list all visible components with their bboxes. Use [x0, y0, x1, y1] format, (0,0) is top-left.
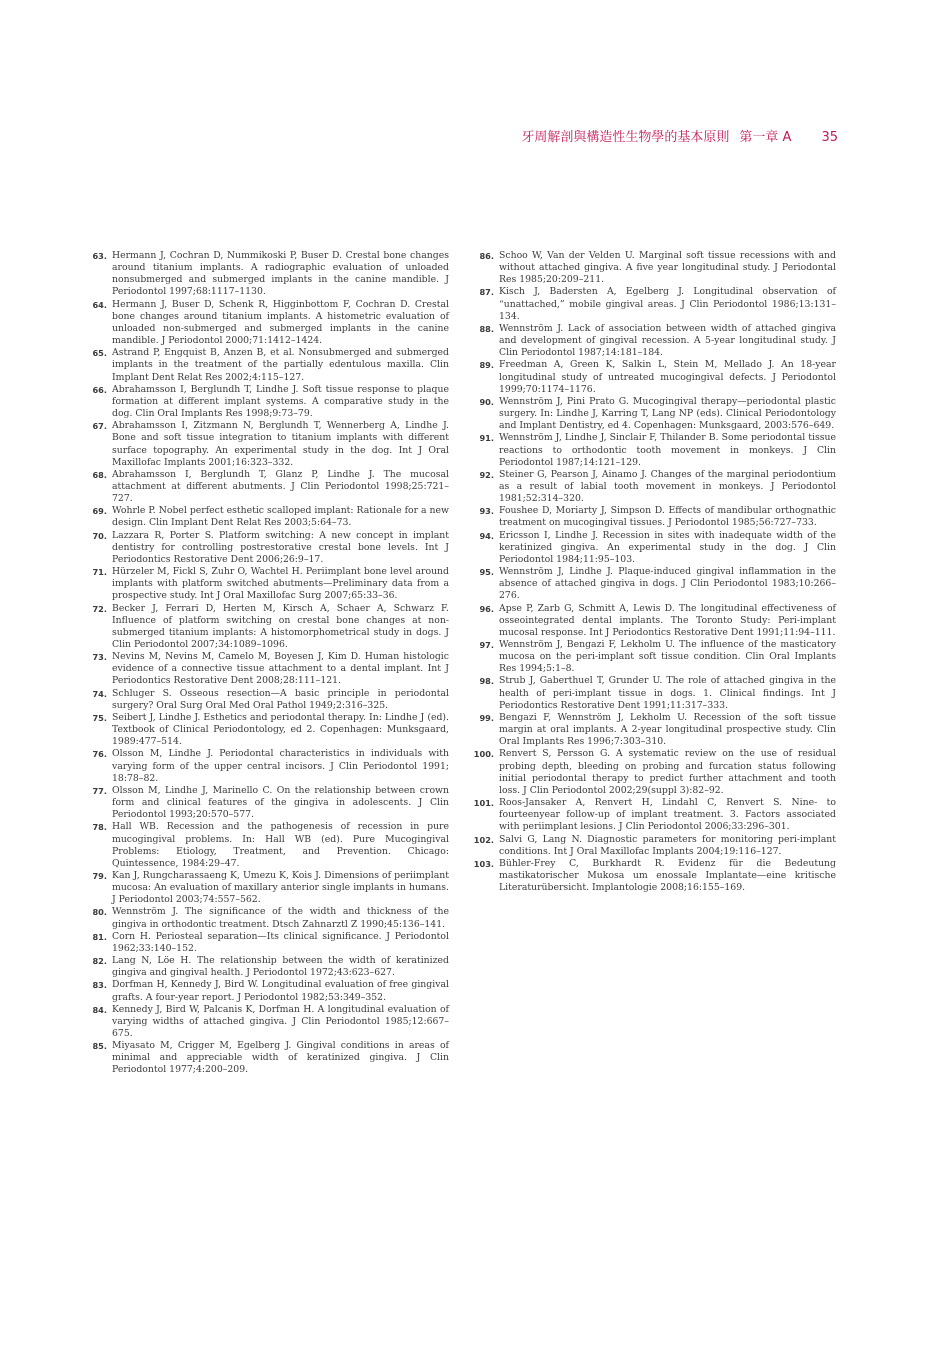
reference-text: Abrahamsson I, Berglundh T, Glanz P, Lindhe J. The mucosal attachment at different abutments. J Clin Periodontol 1998;25:721–727.: [112, 468, 449, 505]
reference-number: 92.: [479, 469, 494, 480]
reference-item: [83, 870, 449, 906]
reference-item: [470, 603, 836, 639]
reference-number: 91.: [479, 433, 494, 444]
reference-item: [83, 1004, 449, 1040]
reference-number: 67.: [92, 421, 107, 432]
reference-text: Olsson M, Lindhe J. Periodontal characteristics in individuals with varying form of the upper central incisors. J Clin Periodontol 1991; 18:78–82.: [112, 748, 449, 784]
reference-number: 84.: [92, 1004, 107, 1015]
reference-number: 93.: [479, 506, 494, 517]
reference-number: 66.: [92, 384, 107, 395]
reference-item: [83, 505, 449, 529]
reference-text: Schoo W, Van der Velden U. Marginal soft tissue recessions with and without attached gingiva. A five year longitudinal study. J Periodontal Res 1985;20:209–211.: [499, 250, 836, 286]
reference-item: [83, 566, 449, 602]
reference-text: Lang N, Löe H. The relationship between the width of keratinized gingiva and gingival health. J Periodontol 1972;43:623–627.: [112, 955, 449, 979]
reference-number: 89.: [479, 360, 494, 371]
reference-item: [470, 712, 836, 748]
reference-number: 69.: [92, 506, 107, 517]
chapter-label: 第一章 A: [739, 130, 792, 145]
reference-number: 94.: [479, 530, 494, 541]
reference-text: Bengazi F, Wennström J, Lekholm U. Recession of the soft tissue margin at oral implants. A 2-year longitudinal prospective study. Clin Oral Implants Res 1996;7:303–310.: [499, 711, 836, 748]
chapter-title: 牙周解剖與構造性生物學的基本原則: [521, 130, 730, 145]
reference-number: 80.: [92, 907, 107, 918]
reference-number: 73.: [92, 652, 107, 663]
reference-number: 78.: [92, 822, 107, 833]
reference-text: Wennström J, Pini Prato G. Mucogingival therapy—periodontal plastic surgery. In: Lindhe J, Karring T, Lang NP (eds). Clinical Periodontology and Implant Dentistry, ed 4. Copenhagen: Munksgaard, 2003:576–649.: [499, 395, 836, 432]
reference-text: Roos-Jansaker A, Renvert H, Lindahl C, Renvert S. Nine- to fourteenyear follow-up of implant treatment. 3. Factors associated with periimplant lesions. J Clin Periodontol 2006;33:296–301.: [499, 797, 836, 833]
reference-text: Wennström J. Lack of association between width of attached gingiva and development of gingival recession. A 5-year longitudinal study. J Clin Periodontol 1987;14:181–184.: [499, 322, 836, 359]
reference-text: Wennström J, Lindhe J, Sinclair F, Thilander B. Some periodontal tissue reactions to orthodontic tooth movement in monkeys. J Clin Periodontol 1987;14:121–129.: [499, 432, 836, 468]
reference-item: [83, 469, 449, 505]
reference-text: Schluger S. Osseous resection—A basic principle in periodontal surgery? Oral Surg Oral Med Oral Pathol 1949;2:316–325.: [112, 687, 449, 711]
reference-item: [470, 530, 836, 566]
reference-number: 97.: [479, 640, 494, 650]
reference-item: [470, 858, 836, 894]
reference-number: 74.: [92, 688, 107, 699]
reference-text: Salvi G, Lang N. Diagnostic parameters for monitoring peri-implant conditions. Int J Oral Maxillofac Implants 2004;19:116–127.: [499, 833, 836, 857]
reference-number: 102.: [473, 834, 494, 845]
reference-item: [470, 359, 836, 395]
reference-item: [83, 603, 449, 652]
reference-text: Steiner G, Pearson J, Ainamo J. Changes of the marginal periodontium as a result of labial tooth movement in monkeys. J Periodontol 1981;52:314–320.: [499, 468, 836, 505]
reference-text: Foushee D, Moriarty J, Simpson D. Effects of mandibular orthognathic treatment on mucogingival tissues. J Periodontol 1985;56:727–733.: [499, 505, 836, 529]
reference-number: 76.: [92, 749, 107, 760]
reference-text: Corn H. Periosteal separation—Its clinical significance. J Periodontol 1962;33:140–152.: [112, 930, 449, 954]
reference-number: 101.: [473, 798, 494, 809]
reference-item: [470, 432, 836, 468]
reference-number: 63.: [92, 251, 107, 261]
reference-text: Seibert J, Lindhe J. Esthetics and periodontal therapy. In: Lindhe J (ed). Textbook of Clinical Periodontology, ed 2. Copenhagen: Munksgaard, 1989:477–514.: [112, 711, 449, 748]
reference-text: Ericsson I, Lindhe J. Recession in sites with inadequate width of the keratinized gingiva. An experimental study in the dog. J Clin Periodontol 1984;11:95–103.: [499, 529, 836, 565]
reference-text: Nevins M, Nevins M, Camelo M, Boyesen J, Kim D. Human histologic evidence of a connective tissue attachment to a dental implant. Int J Periodontics Restorative Dent 2008;28:111–121.: [112, 651, 449, 687]
reference-text: Wennström J, Bengazi F, Lekholm U. The influence of the masticatory mucosa on the peri-implant soft tissue condition. Clin Oral Implants Res 1994;5:1–8.: [499, 639, 836, 675]
reference-item: [470, 639, 836, 675]
reference-number: 65.: [92, 348, 107, 359]
reference-item: [83, 955, 449, 979]
reference-number: 88.: [479, 323, 494, 334]
reference-text: Apse P, Zarb G, Schmitt A, Lewis D. The longitudinal effectiveness of osseointegrated dental implants. The Toronto Study: Peri-implant mucosal response. Int J Periodontics Restorative Dent 1991;11:94–111.: [499, 602, 836, 638]
reference-text: Kan J, Rungcharassaeng K, Umezu K, Kois J. Dimensions of periimplant mucosa: An evaluation of maxillary anterior single implants in humans. J Periodontol 2003;74:557–562.: [112, 869, 449, 906]
reference-item: [83, 347, 449, 383]
reference-text: Olsson M, Lindhe J, Marinello C. On the relationship between crown form and clinical features of the gingiva in adolescents. J Clin Periodontol 1993;20:570–577.: [112, 784, 449, 821]
reference-text: Wennström J. The significance of the width and thickness of the gingiva in orthodontic treatment. Dtsch Zahnarztl Z 1990;45:136–141.: [112, 906, 449, 930]
reference-number: 64.: [92, 299, 107, 310]
reference-item: [83, 420, 449, 469]
reference-item: [83, 688, 449, 712]
reference-text: Hermann J, Cochran D, Nummikoski P, Buser D. Crestal bone changes around titanium implants. A radiographic evaluation of unloaded nonsubmerged and submerged implants in the canine mandible. J Periodontol 1997;68:1117–1130.: [112, 250, 449, 298]
reference-text: Astrand P, Engquist B, Anzen B, et al. Nonsubmerged and submerged implants in the treatment of the partially edentulous maxilla. Clin Implant Dent Relat Res 2002;4:115–127.: [112, 347, 449, 383]
reference-text: Bühler-Frey C, Burkhardt R. Evidenz für die Bedeutung mastikatorischer Mukosa um enossale Implantate—eine kritische Literaturübersicht. Implantologie 2008;16:155–169.: [499, 857, 836, 894]
reference-item: [83, 931, 449, 955]
reference-item: [83, 384, 449, 420]
reference-item: [83, 906, 449, 930]
reference-item: [83, 299, 449, 348]
reference-text: Wohrle P. Nobel perfect esthetic scalloped implant: Rationale for a new design. Clin Implant Dent Relat Res 2003;5:64–73.: [112, 505, 449, 529]
reference-number: 75.: [92, 712, 107, 723]
reference-item: [83, 785, 449, 821]
reference-item: [83, 821, 449, 870]
reference-item: [83, 250, 449, 299]
reference-number: 72.: [92, 603, 107, 614]
reference-text: Hermann J, Buser D, Schenk R, Higginbottom F, Cochran D. Crestal bone changes around titanium implants. A histometric evaluation of unloaded non-submerged and submerged implants in the canine mandible. J Periodontol 2000;71:1412–1424.: [112, 298, 449, 347]
reference-number: 96.: [479, 603, 494, 614]
reference-item: [83, 979, 449, 1003]
reference-item: [83, 1040, 449, 1076]
reference-column-right: [470, 250, 836, 894]
reference-number: 68.: [92, 469, 107, 480]
reference-number: 103.: [473, 858, 494, 869]
reference-number: 99.: [479, 712, 494, 723]
page-number: 35: [821, 130, 838, 145]
reference-text: Strub J, Gaberthuel T, Grunder U. The role of attached gingiva in the health of peri-implant tissue in dogs. 1. Clinical findings. Int J Periodontics Restorative Dent 1991;11:317–333.: [499, 675, 836, 711]
reference-number: 95.: [479, 567, 494, 578]
reference-item: [470, 323, 836, 359]
reference-item: [83, 651, 449, 687]
running-header: [521, 126, 838, 145]
reference-item: [470, 834, 836, 858]
reference-number: 87.: [479, 287, 494, 298]
reference-text: Dorfman H, Kennedy J, Bird W. Longitudinal evaluation of free gingival grafts. A four-year report. J Periodontol 1982;53:349–352.: [112, 979, 449, 1003]
reference-text: Hürzeler M, Fickl S, Zuhr O, Wachtel H. Periimplant bone level around implants with platform switched abutments—Preliminary data from a prospective study. Int J Oral Maxillofac Surg 2007;65:33–36.: [112, 566, 449, 602]
reference-text: Wennström J, Lindhe J. Plaque-induced gingival inflammation in the absence of attached gingiva in dogs. J Clin Periodontol 1983;10:266–276.: [499, 566, 836, 602]
reference-number: 85.: [92, 1041, 107, 1052]
reference-column-left: [83, 250, 449, 1077]
reference-item: [470, 675, 836, 711]
reference-item: [470, 469, 836, 505]
reference-item: [83, 530, 449, 566]
reference-number: 86.: [479, 251, 494, 261]
reference-number: 71.: [92, 567, 107, 578]
reference-number: 82.: [92, 956, 107, 967]
reference-text: Kisch J, Badersten A, Egelberg J. Longitudinal observation of “unattached,” mobile gingival areas. J Clin Periodontol 1986;13:131–134.: [499, 286, 836, 322]
reference-number: 79.: [92, 870, 107, 881]
reference-number: 90.: [479, 396, 494, 407]
reference-text: Miyasato M, Crigger M, Egelberg J. Gingival conditions in areas of minimal and appreciable width of keratinized gingiva. J Clin Periodontol 1977;4:200–209.: [112, 1040, 449, 1076]
reference-text: Hall WB. Recession and the pathogenesis of recession in pure mucogingival problems. In: Hall WB (ed). Pure Mucogingival Problems: Etiology, Treatment, and Prevention. Chicago: Quintessence, 1984:29–47.: [112, 821, 449, 869]
reference-number: 98.: [479, 676, 494, 687]
reference-text: Kennedy J, Bird W, Palcanis K, Dorfman H. A longitudinal evaluation of varying widths of attached gingiva. J Clin Periodontol 1985;12:667–675.: [112, 1003, 449, 1039]
reference-item: [470, 286, 836, 322]
reference-item: [470, 566, 836, 602]
reference-item: [470, 250, 836, 286]
reference-item: [470, 797, 836, 833]
reference-text: Abrahamsson I, Zitzmann N, Berglundh T, Wennerberg A, Lindhe J. Bone and soft tissue integration to titanium implants with different surface topography. An experimental study in the dog. Int J Oral Maxillofac Implants 2001;16:323–332.: [112, 420, 449, 468]
reference-item: [83, 748, 449, 784]
reference-item: [470, 396, 836, 432]
reference-text: Lazzara R, Porter S. Platform switching: A new concept in implant dentistry for controlling postrestorative crestal bone levels. Int J Periodontics Restorative Dent 2006;26:9–17.: [112, 529, 449, 565]
reference-item: [83, 712, 449, 748]
reference-number: 77.: [92, 785, 107, 796]
reference-text: Abrahamsson I, Berglundh T, Lindhe J. Soft tissue response to plaque formation at different implant systems. A comparative study in the dog. Clin Oral Implants Res 1998;9:73–79.: [112, 383, 449, 420]
reference-item: [470, 748, 836, 797]
reference-item: [470, 505, 836, 529]
reference-text: Freedman A, Green K, Salkin L, Stein M, Mellado J. An 18-year longitudinal study of untreated mucogingival defects. J Periodontol 1999;70:1174–1176.: [499, 359, 836, 395]
reference-number: 83.: [92, 980, 107, 991]
reference-number: 81.: [92, 931, 107, 942]
reference-number: 100.: [473, 749, 494, 760]
reference-number: 70.: [92, 530, 107, 541]
reference-text: Renvert S, Persson G. A systematic review on the use of residual probing depth, bleeding on probing and furcation status following initial periodontal therapy to predict further attachment and tooth loss. J Clin Periodontol 2002;29(suppl 3):82–92.: [499, 748, 836, 796]
reference-text: Becker J, Ferrari D, Herten M, Kirsch A, Schaer A, Schwarz F. Influence of platform switching on crestal bone changes at non-submerged titanium implants: A histomorphometrical study in dogs. J Clin Periodontol 2007;34:1089–1096.: [112, 602, 449, 650]
